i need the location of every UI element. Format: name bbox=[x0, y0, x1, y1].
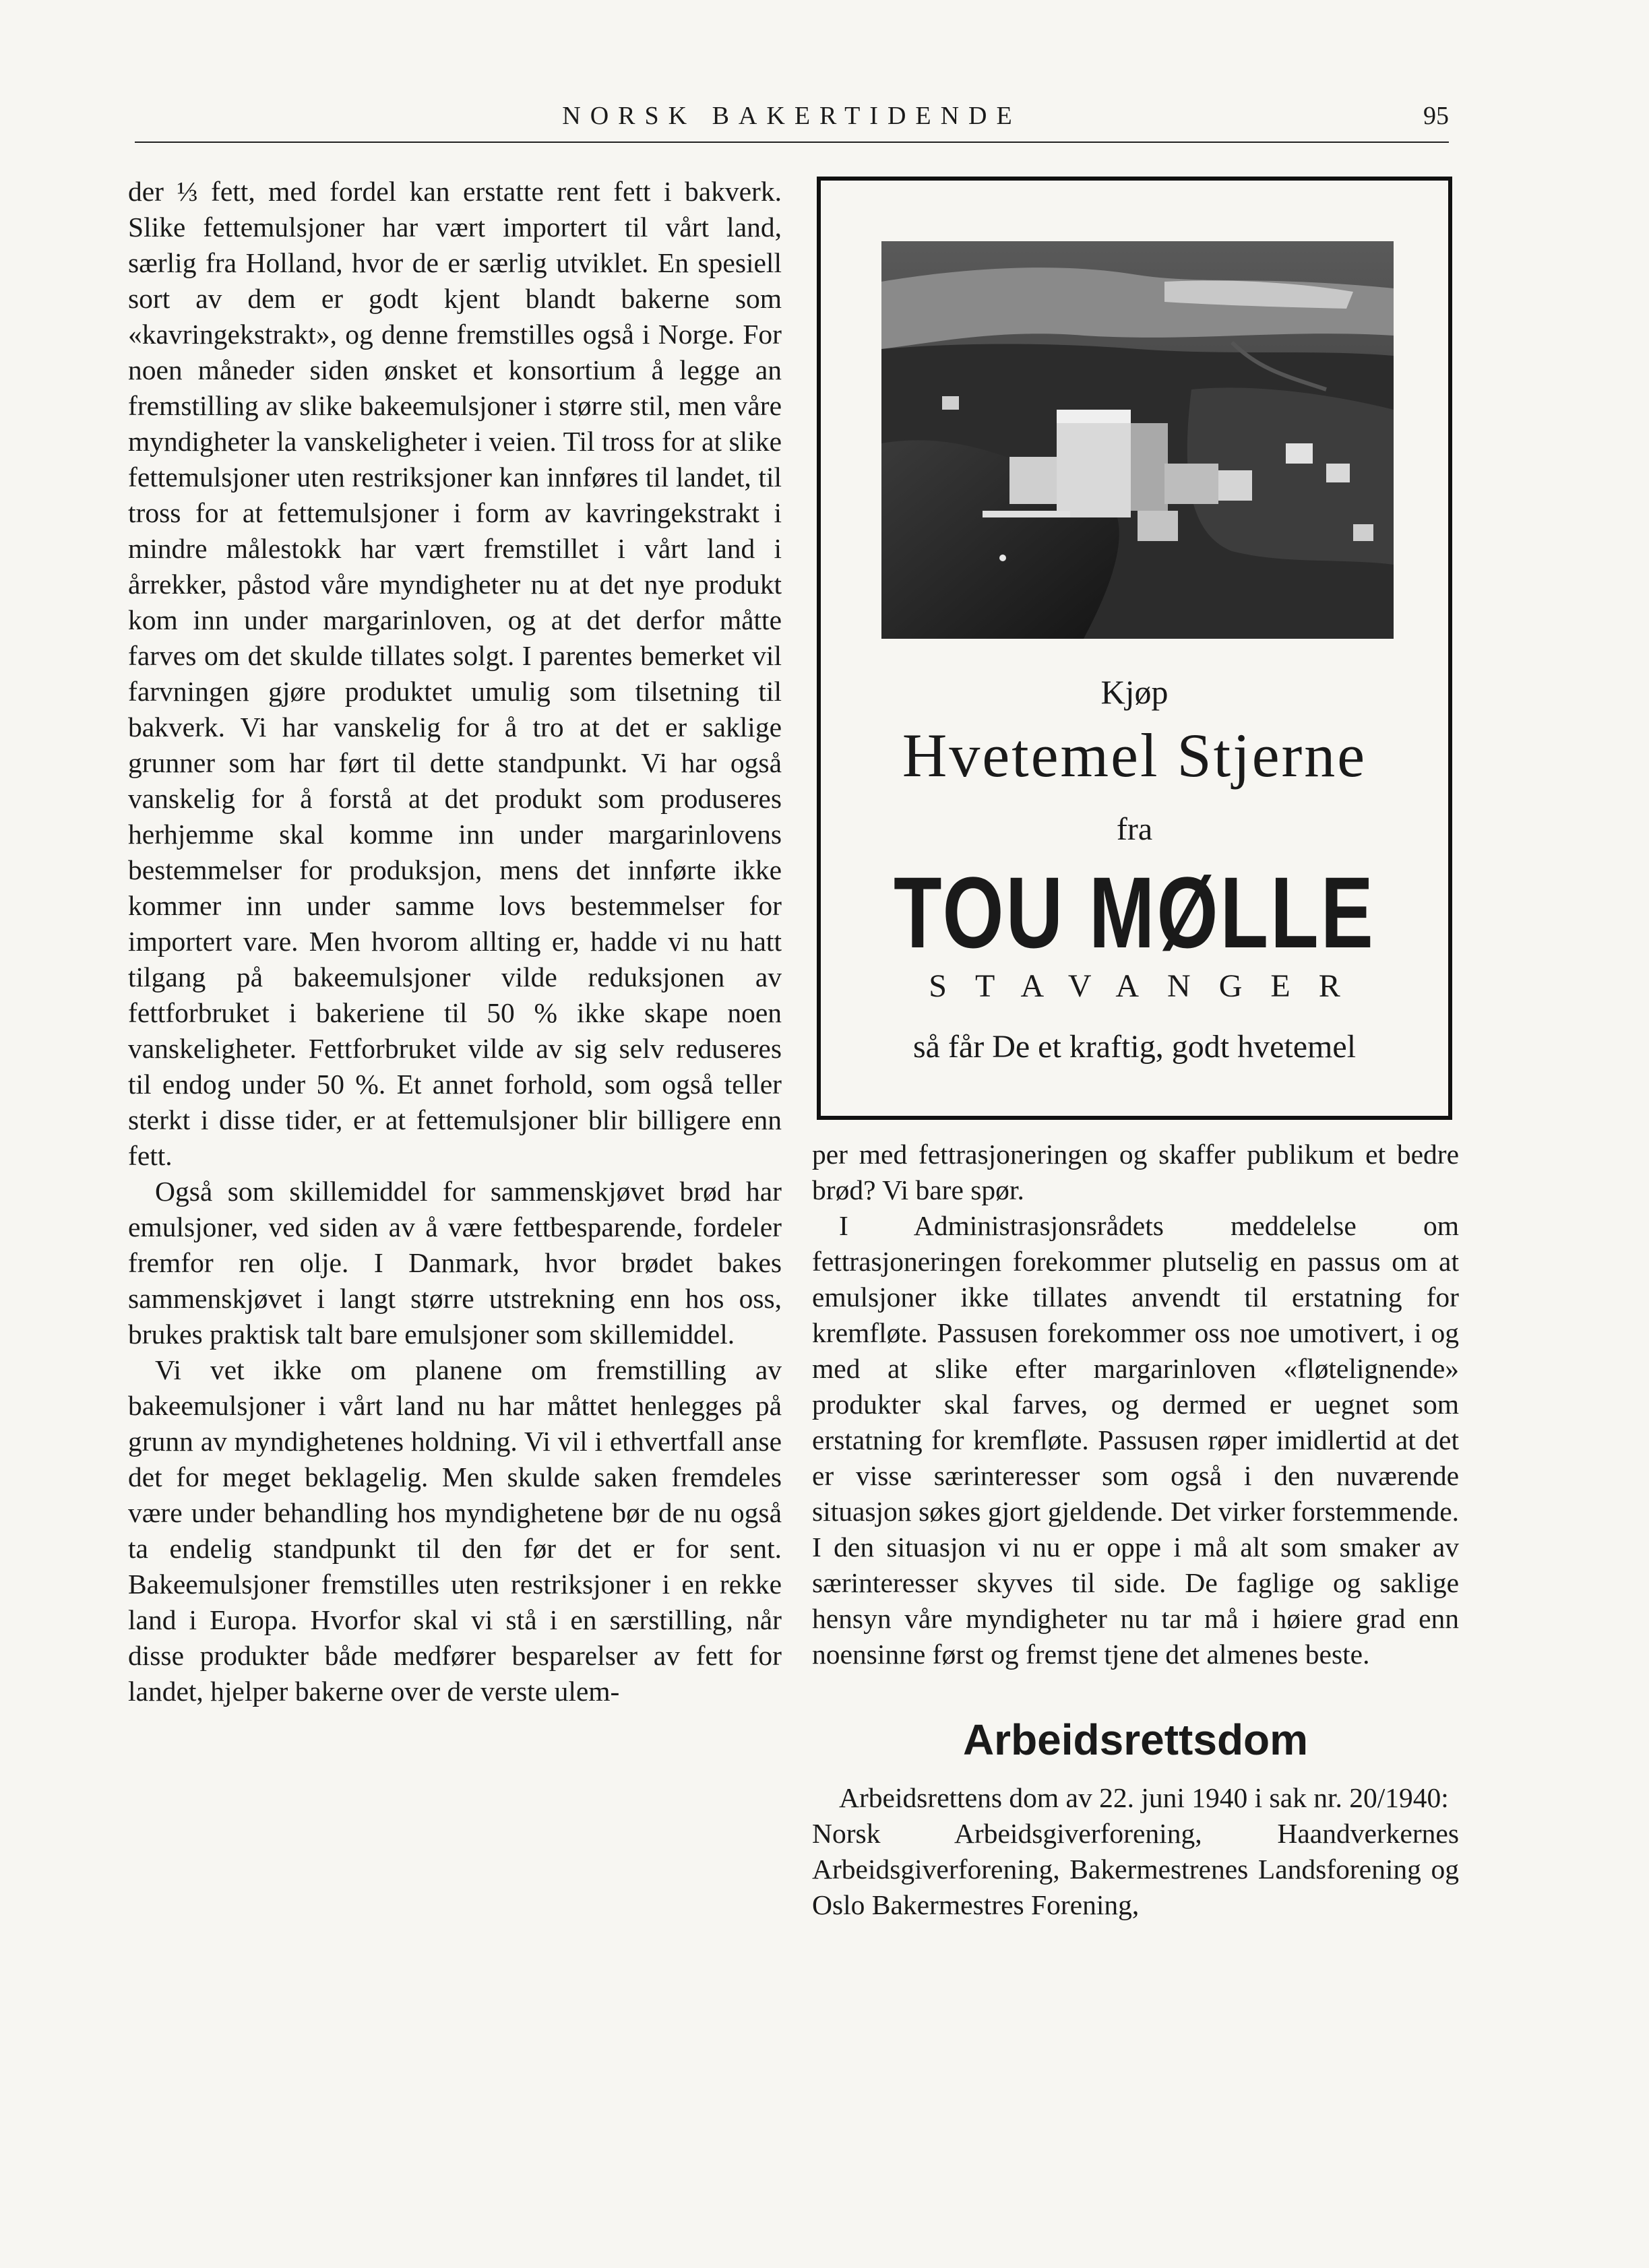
section-heading: Arbeidsrettsdom bbox=[962, 1715, 1309, 1764]
journal-title: NORSK BAKERTIDENDE bbox=[562, 102, 1022, 130]
page-number: 95 bbox=[1423, 102, 1449, 130]
paragraph: Norsk Arbeidsgiverforening, Haandverkernes Arbeidsgiverforening, Bakermestrenes Landsforening og Oslo Bakermestres Forening, bbox=[812, 1818, 1459, 1920]
ad-city: STAVANGER bbox=[929, 968, 1369, 1004]
ad-brand: TOU MØLLE bbox=[894, 856, 1375, 969]
running-head bbox=[135, 101, 1449, 143]
mill-photo-illustration bbox=[881, 241, 1394, 639]
paragraph: Også som skillemiddel for sammenskjøvet brød har emulsjoner, ved siden av å være fettbesparende, fordeler fremfor ren olje. I Danmark, hvor brødet bakes sammenskjøvet i langt større utstrekning enn hos oss, brukes praktisk talt bare emulsjoner som skillemiddel. bbox=[128, 1176, 782, 1350]
left-column bbox=[128, 174, 782, 1709]
paragraph: per med fettrasjoneringen og skaffer publikum et bedre brød? Vi bare spør. bbox=[812, 1139, 1459, 1205]
paragraph: der ⅓ fett, med fordel kan erstatte rent fett i bakverk. Slike fettemulsjoner har vært importert til vårt land, særlig fra Holland, hvor de er særlig utviklet. En spesiell sort av dem er godt kjent blandt bakerne som «kavringekstrakt», og denne fremstilles også i Norge. For noen måneder siden ønsket et konsortium å legge an fremstilling av slike bakeemulsjoner i større stil, men våre myndigheter la vanskeligheter i veien. Til tross for at slike fettemulsjoner uten restriksjoner kan innføres til landet, til tross for at fettemulsjoner i form av kavringekstrakt i mindre målestokk har vært fremstillet i vårt land i årrekker, påstod våre myndigheter nu at det nye produkt kom inn under margarinloven, og at det derfor måtte farves om det skulde tillates solgt. I parentes bemerket vil farvningen gjøre produktet umulig som tilsetning til bakverk. Vi har vanskelig for å tro at det er saklige grunner som har ført til dette standpunkt. Vi har også vanskelig for å forstå at det produkt som produseres herhjemme skal komme inn under margarinlovens bestemmelser for produksjon, mens det innførte ikke kommer inn under samme lovs bestemmelser for importert vare. Men hvorom allting er, hadde vi nu hatt tilgang på bakeemulsjoner vilde reduksjonen av fettforbruket i bakeriene til 50 % ikke skape noen vanskeligheter. Fettforbruket vilde av sig selv reduseres til endog under 50 %. Et annet forhold, som også teller sterkt i disse tider, er at fettemulsjoner blir billigere enn fett. bbox=[128, 176, 782, 1171]
right-column bbox=[812, 1137, 1459, 1923]
ad-slogan: så får De et kraftig, godt hvetemel bbox=[912, 1029, 1357, 1065]
advertisement bbox=[817, 177, 1452, 1120]
ad-product-name: Hvetemel Stjerne bbox=[902, 721, 1367, 790]
paragraph: Vi vet ikke om planene om fremstilling av bakeemulsjoner i vårt land nu har måttet henlegges på grunn av myndighetenes holdning. Vi vil i ethvertfall anse det for meget beklagelig. Men skulde saken fremdeles være under behandling hos myndighetene bør de nu også ta endelig standpunkt til den før det er for sent. Bakeemulsjoner fremstilles uten restriksjoner i en rekke land i Europa. Hvorfor skal vi stå i en særstilling, når disse produkter både medfører besparelser av fett for landet, hjelper bakerne over de verste ulem- bbox=[128, 1354, 782, 1707]
mill-photo bbox=[881, 241, 1394, 639]
ad-kjop: Kjøp bbox=[1100, 673, 1169, 711]
ad-fra: fra bbox=[1116, 811, 1153, 847]
paragraph: Arbeidsrettens dom av 22. juni 1940 i sak nr. 20/1940: bbox=[839, 1782, 1449, 1813]
paragraph: I Administrasjonsrådets meddelelse om fettrasjoneringen forekommer plutselig en passus om at emulsjoner ikke tillates anvendt til erstatning for kremfløte. Passusen forekommer oss noe umotivert, i og med at slike efter margarinloven «fløtelignende» produkter skal farves, og dermed er uegnet som erstatning for kremfløte. Passusen røper imidlertid at det er visse særinteresser som også i den nuværende situasjon søkes gjort gjeldende. Det virker forstemmende. I den situasjon vi nu er oppe i må alt som smaker av særinteresser skyves til side. De faglige og saklige hensyn våre myndigheter nu tar må i høiere grad enn noensinne først og fremst tjene det almenes beste. bbox=[812, 1210, 1459, 1670]
